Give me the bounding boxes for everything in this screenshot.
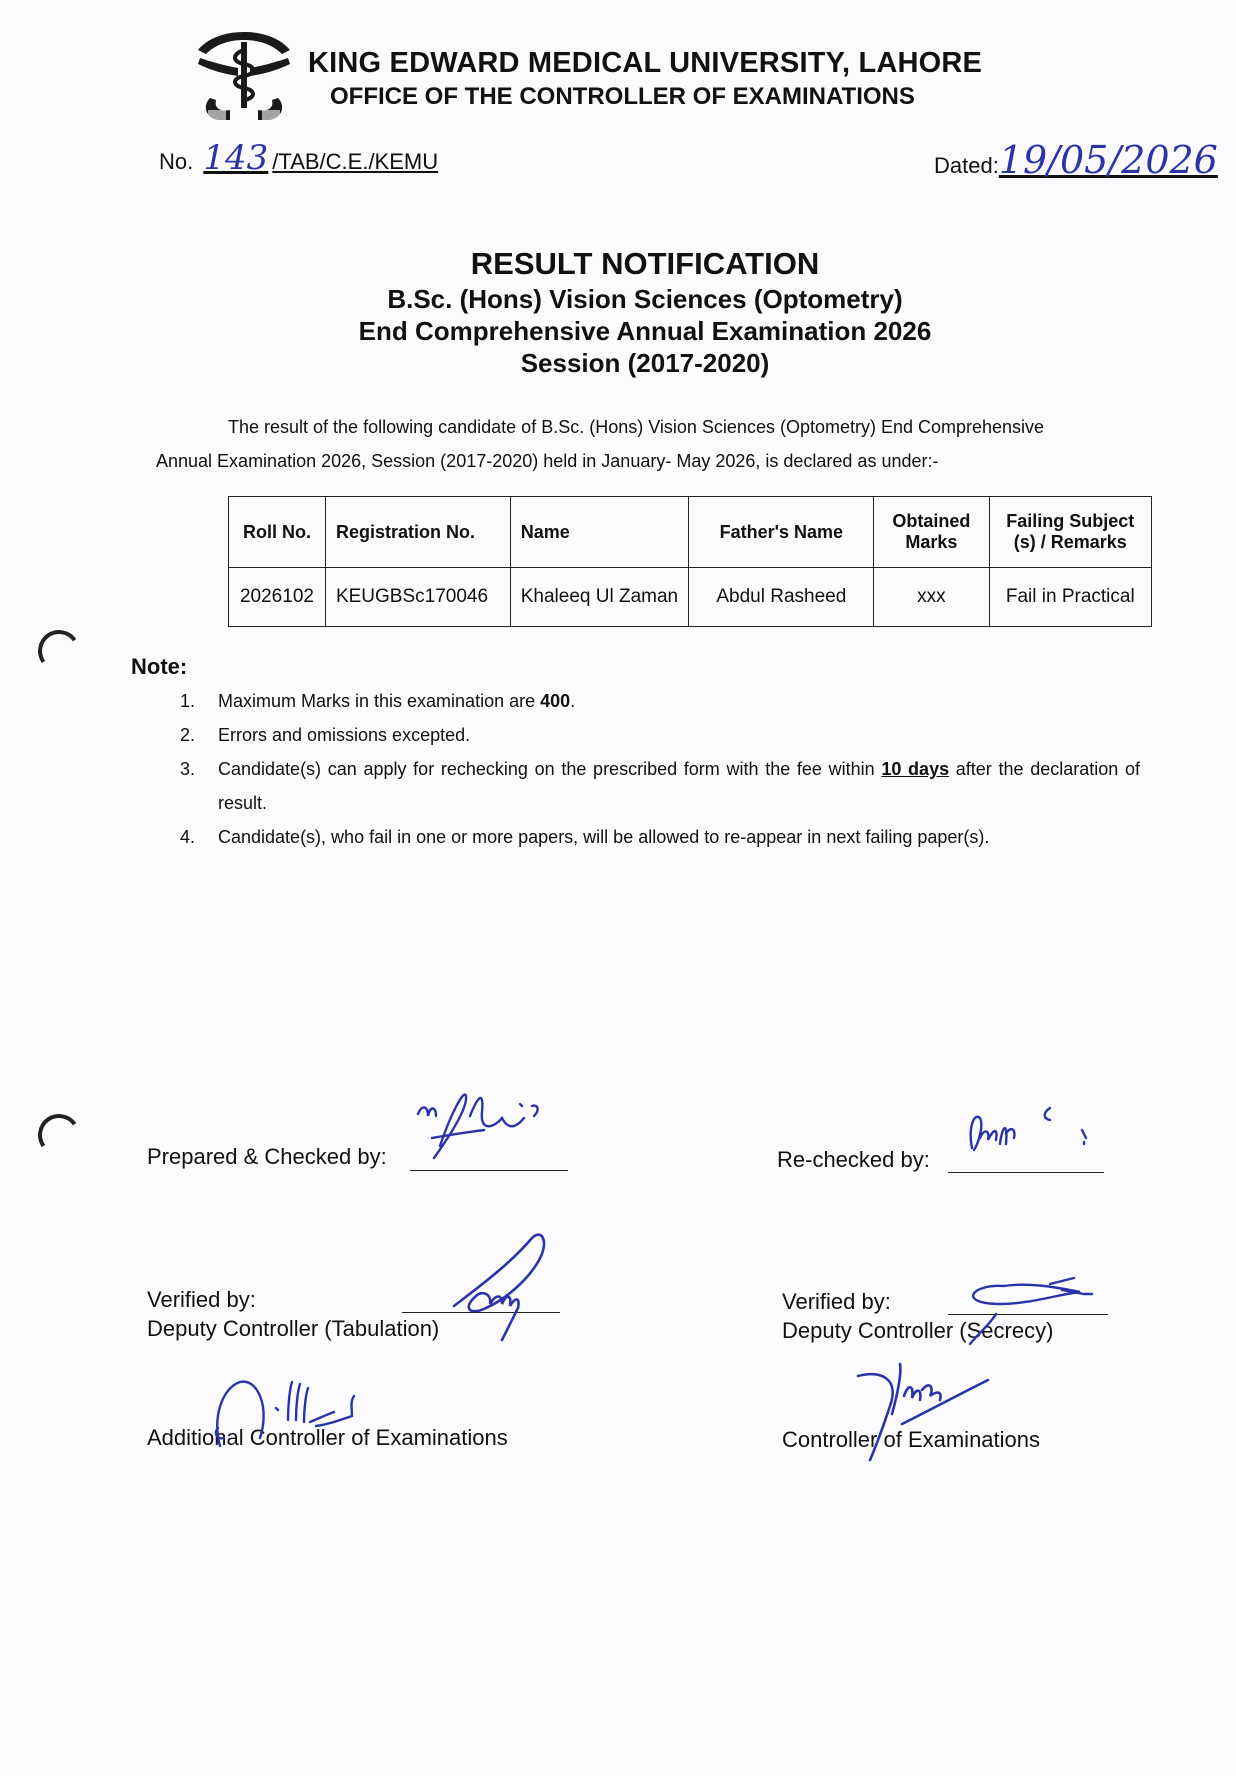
verified-right-label: Verified by: — [782, 1289, 891, 1314]
cell-name: Khaleeq Ul Zaman — [510, 568, 689, 627]
prepared-signature — [404, 1076, 554, 1170]
note-number: 2. — [180, 725, 196, 745]
office-name: OFFICE OF THE CONTROLLER OF EXAMINATIONS — [330, 83, 915, 110]
col-failing-subject: Failing Subject (s) / Remarks — [989, 497, 1151, 568]
date-block — [934, 138, 1218, 182]
rechecked-signature — [950, 1098, 1100, 1168]
intro-line-2: Annual Examination 2026, Session (2017-2020) held in January- May 2026, is declared as under:- — [156, 451, 939, 471]
table-header-row — [229, 497, 1152, 568]
program-title: B.Sc. (Hons) Vision Sciences (Optometry) — [387, 284, 903, 314]
rechecked-label: Re-checked by: — [777, 1147, 930, 1172]
note-number: 3. — [180, 759, 196, 779]
session-title: Session (2017-2020) — [520, 348, 770, 378]
verified-right-signature — [950, 1274, 1120, 1348]
col-registration-no: Registration No. — [325, 497, 510, 568]
no-suffix: /TAB/C.E./KEMU — [272, 149, 439, 174]
col-name: Name — [510, 497, 689, 568]
dated-label: Dated: — [934, 153, 999, 178]
kemu-crest-icon — [192, 28, 296, 126]
note-list — [180, 684, 1140, 854]
max-marks: 400 — [540, 691, 571, 711]
recheck-days: 10 days — [881, 759, 950, 779]
col-obtained-marks: Obtained Marks — [874, 497, 989, 568]
note-number: 1. — [180, 691, 196, 711]
additional-controller: Additional Controller of Examinations — [147, 1425, 508, 1450]
cell-fathers-name: Abdul Rasheed — [689, 568, 874, 627]
cell-obtained-marks: xxx — [874, 568, 989, 627]
note-number: 4. — [180, 827, 196, 847]
note-text: Candidate(s), who fail in one or more papers, will be allowed to re-appear in next failing paper(s). — [218, 827, 990, 847]
cell-roll-no: 2026102 — [229, 568, 326, 627]
table-row — [229, 568, 1152, 627]
cell-registration-no: KEUGBSc170046 — [325, 568, 510, 627]
note-text: Candidate(s) can apply for rechecking on the prescribed form with the fee within — [218, 759, 882, 779]
dated-value: 19/05/2026 — [998, 138, 1218, 182]
note-text: Maximum Marks in this examination are — [218, 691, 541, 711]
list-item — [180, 820, 1140, 854]
deputy-controller-tabulation: Deputy Controller (Tabulation) — [147, 1316, 440, 1341]
intro-line-1: The result of the following candidate of B.Sc. (Hons) Vision Sciences (Optometry) End Comprehensive — [228, 417, 1045, 437]
no-prefix: No. — [159, 149, 194, 174]
list-item — [180, 718, 1140, 752]
note-end: . — [570, 691, 576, 711]
controller-of-examinations: Controller of Examinations — [782, 1427, 1041, 1452]
cell-remarks: Fail in Practical — [989, 568, 1151, 627]
col-roll-no: Roll No. — [229, 497, 326, 568]
exam-title: End Comprehensive Annual Examination 2026 — [358, 316, 932, 346]
no-value: 143 — [203, 138, 269, 178]
punch-hole-icon — [35, 1111, 84, 1160]
rechecked-signature-line — [948, 1172, 1104, 1173]
prepared-label: Prepared & Checked by: — [147, 1144, 387, 1169]
col-fathers-name: Father's Name — [689, 497, 874, 568]
note-text: Errors and omissions excepted. — [218, 725, 471, 745]
additional-controller-signature — [200, 1368, 390, 1452]
university-name: KING EDWARD MEDICAL UNIVERSITY, LAHORE — [308, 47, 983, 79]
punch-hole-icon — [35, 627, 84, 676]
verified-left-label: Verified by: — [147, 1287, 256, 1312]
page-title: RESULT NOTIFICATION — [470, 246, 820, 281]
note-heading: Note: — [131, 654, 188, 679]
deputy-controller-secrecy: Deputy Controller (Secrecy) — [782, 1318, 1054, 1343]
verified-left-signature — [440, 1224, 570, 1344]
reference-number — [159, 138, 438, 178]
list-item — [180, 752, 1140, 820]
controller-signature — [840, 1350, 1000, 1464]
list-item — [180, 684, 1140, 718]
result-table — [228, 496, 1152, 627]
note-text-end: after the declaration of result. — [218, 759, 1140, 813]
prepared-signature-line — [410, 1170, 568, 1171]
